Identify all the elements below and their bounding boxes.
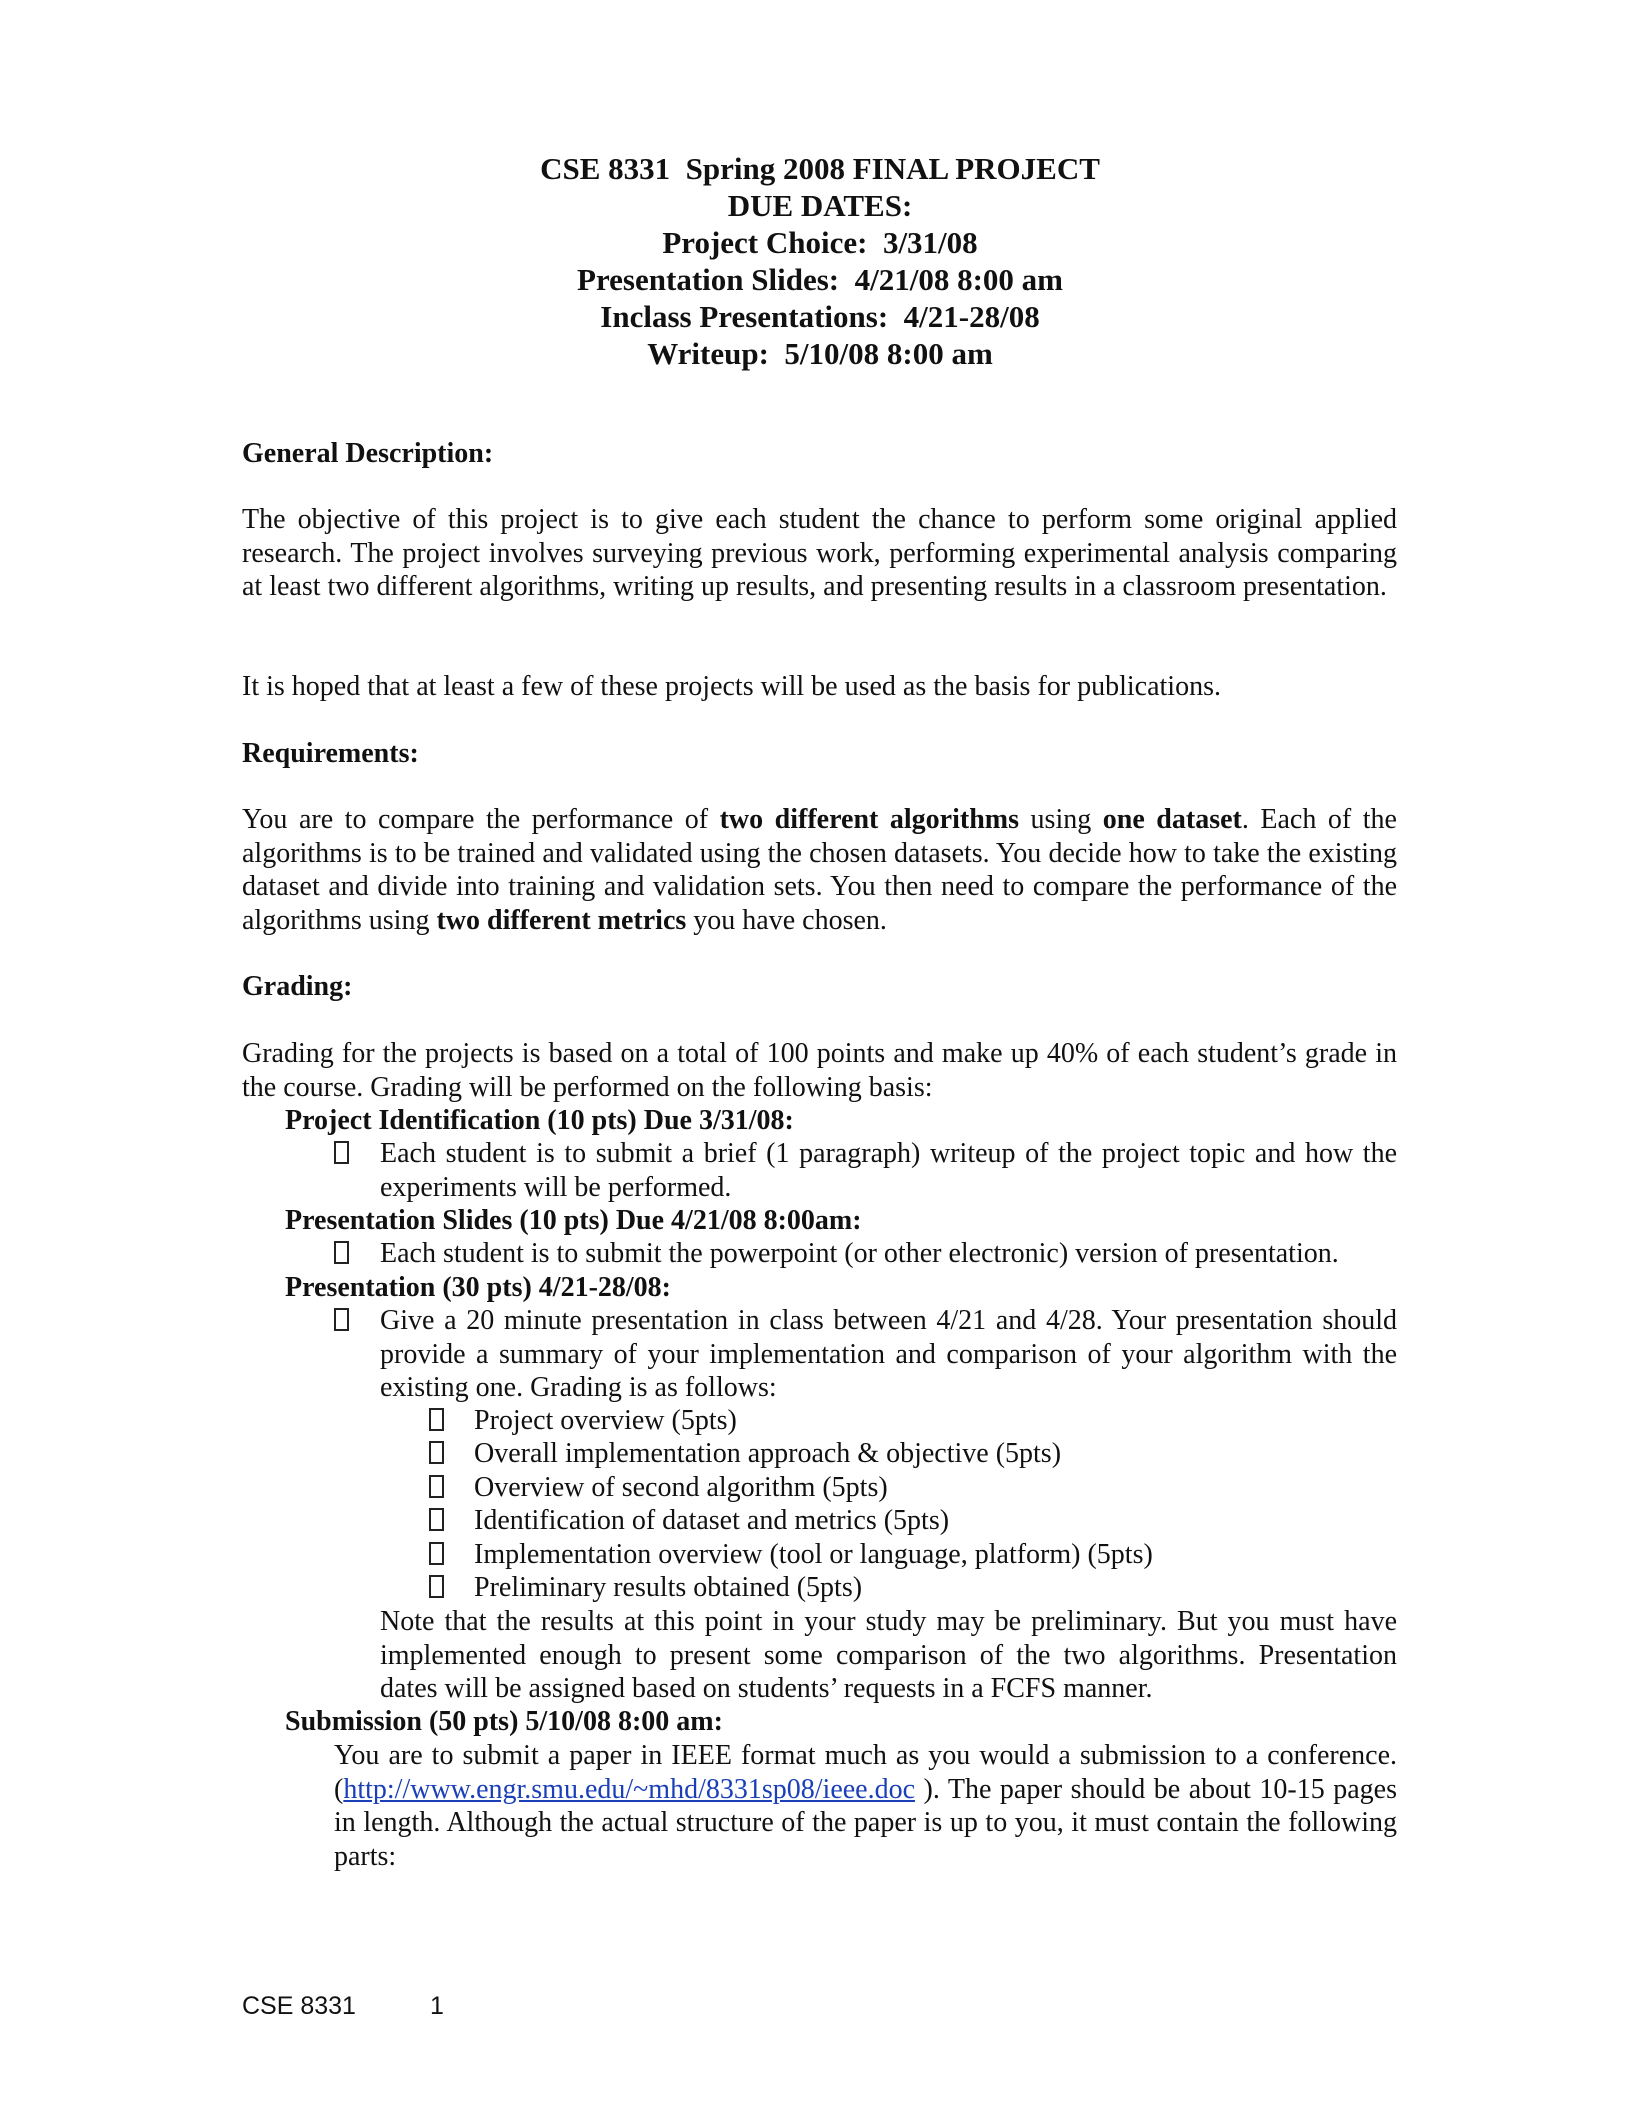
title-line: CSE 8331 Spring 2008 FINAL PROJECT	[540, 151, 1100, 186]
requirements-paragraph: You are to compare the performance of two different algorithms using one dataset. Each of the algorithms is to be trained and validated using the chosen datasets. You decide how to take the existing dataset and divide into training and validation sets. You then need to compare the performance of the algorithms using two different metrics you have chosen.	[242, 804, 1397, 936]
project-identification-bullet: Each student is to submit a brief (1 paragraph) writeup of the project topic and how the experiments will be performed.	[380, 1138, 1397, 1203]
grading-heading: Grading:	[242, 971, 353, 1002]
project-identification-heading: Project Identification (10 pts) Due 3/31/08:	[285, 1105, 794, 1136]
two-algorithms-emphasis: two different algorithms	[719, 804, 1019, 835]
requirements-heading: Requirements:	[242, 738, 419, 769]
presentation-slides-bullet: Each student is to submit the powerpoint (or other electronic) version of presentation.	[380, 1238, 1339, 1269]
title-block	[0, 150, 1640, 372]
general-description-heading: General Description:	[242, 438, 494, 469]
presentation-slides-heading: Presentation Slides (10 pts) Due 4/21/08 8:00am:	[285, 1205, 862, 1236]
bullet-box-icon	[429, 1441, 444, 1464]
grading-subitem: Implementation overview (tool or language, platform) (5pts)	[474, 1539, 1153, 1570]
presentation-note: Note that the results at this point in your study may be preliminary. But you must have implemented enough to present some comparison of the two algorithms. Presentation dates will be assigned based on students’ requests in a FCFS manner.	[380, 1606, 1397, 1704]
presentation-heading: Presentation (30 pts) 4/21-28/08:	[285, 1272, 671, 1303]
footer-course: CSE 8331	[242, 1992, 356, 2020]
grading-subitem: Overall implementation approach & objective (5pts)	[474, 1438, 1062, 1469]
bullet-box-icon	[429, 1408, 444, 1431]
presentation-bullet: Give a 20 minute presentation in class between 4/21 and 4/28. Your presentation should provide a summary of your implementation and comparison of your algorithm with the existing one. Grading is as follows:	[380, 1305, 1397, 1403]
grading-subitem: Overview of second algorithm (5pts)	[474, 1472, 888, 1503]
inclass-presentations-date: Inclass Presentations: 4/21-28/08	[600, 299, 1040, 334]
project-choice-date: Project Choice: 3/31/08	[662, 225, 978, 260]
grading-subitem: Identification of dataset and metrics (5pts)	[474, 1505, 950, 1536]
ieee-template-link[interactable]: http://www.engr.smu.edu/~mhd/8331sp08/ieee.doc	[343, 1773, 916, 1805]
bullet-box-icon	[334, 1141, 349, 1164]
grading-subitem: Project overview (5pts)	[474, 1405, 737, 1436]
two-metrics-emphasis: two different metrics	[436, 904, 687, 936]
submission-heading: Submission (50 pts) 5/10/08 8:00 am:	[285, 1706, 723, 1737]
presentation-slides-date: Presentation Slides: 4/21/08 8:00 am	[577, 262, 1063, 297]
bullet-box-icon	[429, 1475, 444, 1498]
grading-subitem: Preliminary results obtained (5pts)	[474, 1572, 863, 1603]
bullet-box-icon	[429, 1575, 444, 1598]
due-dates-heading: DUE DATES:	[727, 188, 913, 223]
writeup-date: Writeup: 5/10/08 8:00 am	[647, 336, 993, 371]
one-dataset-emphasis: one dataset	[1102, 804, 1242, 835]
submission-paragraph: You are to submit a paper in IEEE format much as you would a submission to a conference. (http://www.engr.smu.edu/~mhd/8331sp08/ieee.doc ). The paper should be about 10-15 pages in length. Although the actual structure of the paper is up to you, it must contain the following parts:	[334, 1740, 1397, 1872]
grading-intro-paragraph: Grading for the projects is based on a total of 100 points and make up 40% of each student’s grade in the course. Grading will be performed on the following basis:	[242, 1038, 1397, 1103]
general-description-paragraph: The objective of this project is to give each student the chance to perform some original applied research. The project involves surveying previous work, performing experimental analysis comparing at least two different algorithms, writing up results, and presenting results in a classroom presentation.	[242, 504, 1397, 602]
publications-paragraph: It is hoped that at least a few of these projects will be used as the basis for publications.	[242, 671, 1221, 702]
bullet-box-icon	[334, 1241, 349, 1264]
bullet-box-icon	[429, 1542, 444, 1565]
bullet-box-icon	[334, 1308, 349, 1331]
bullet-box-icon	[429, 1508, 444, 1531]
footer-page-number: 1	[430, 1992, 444, 2020]
